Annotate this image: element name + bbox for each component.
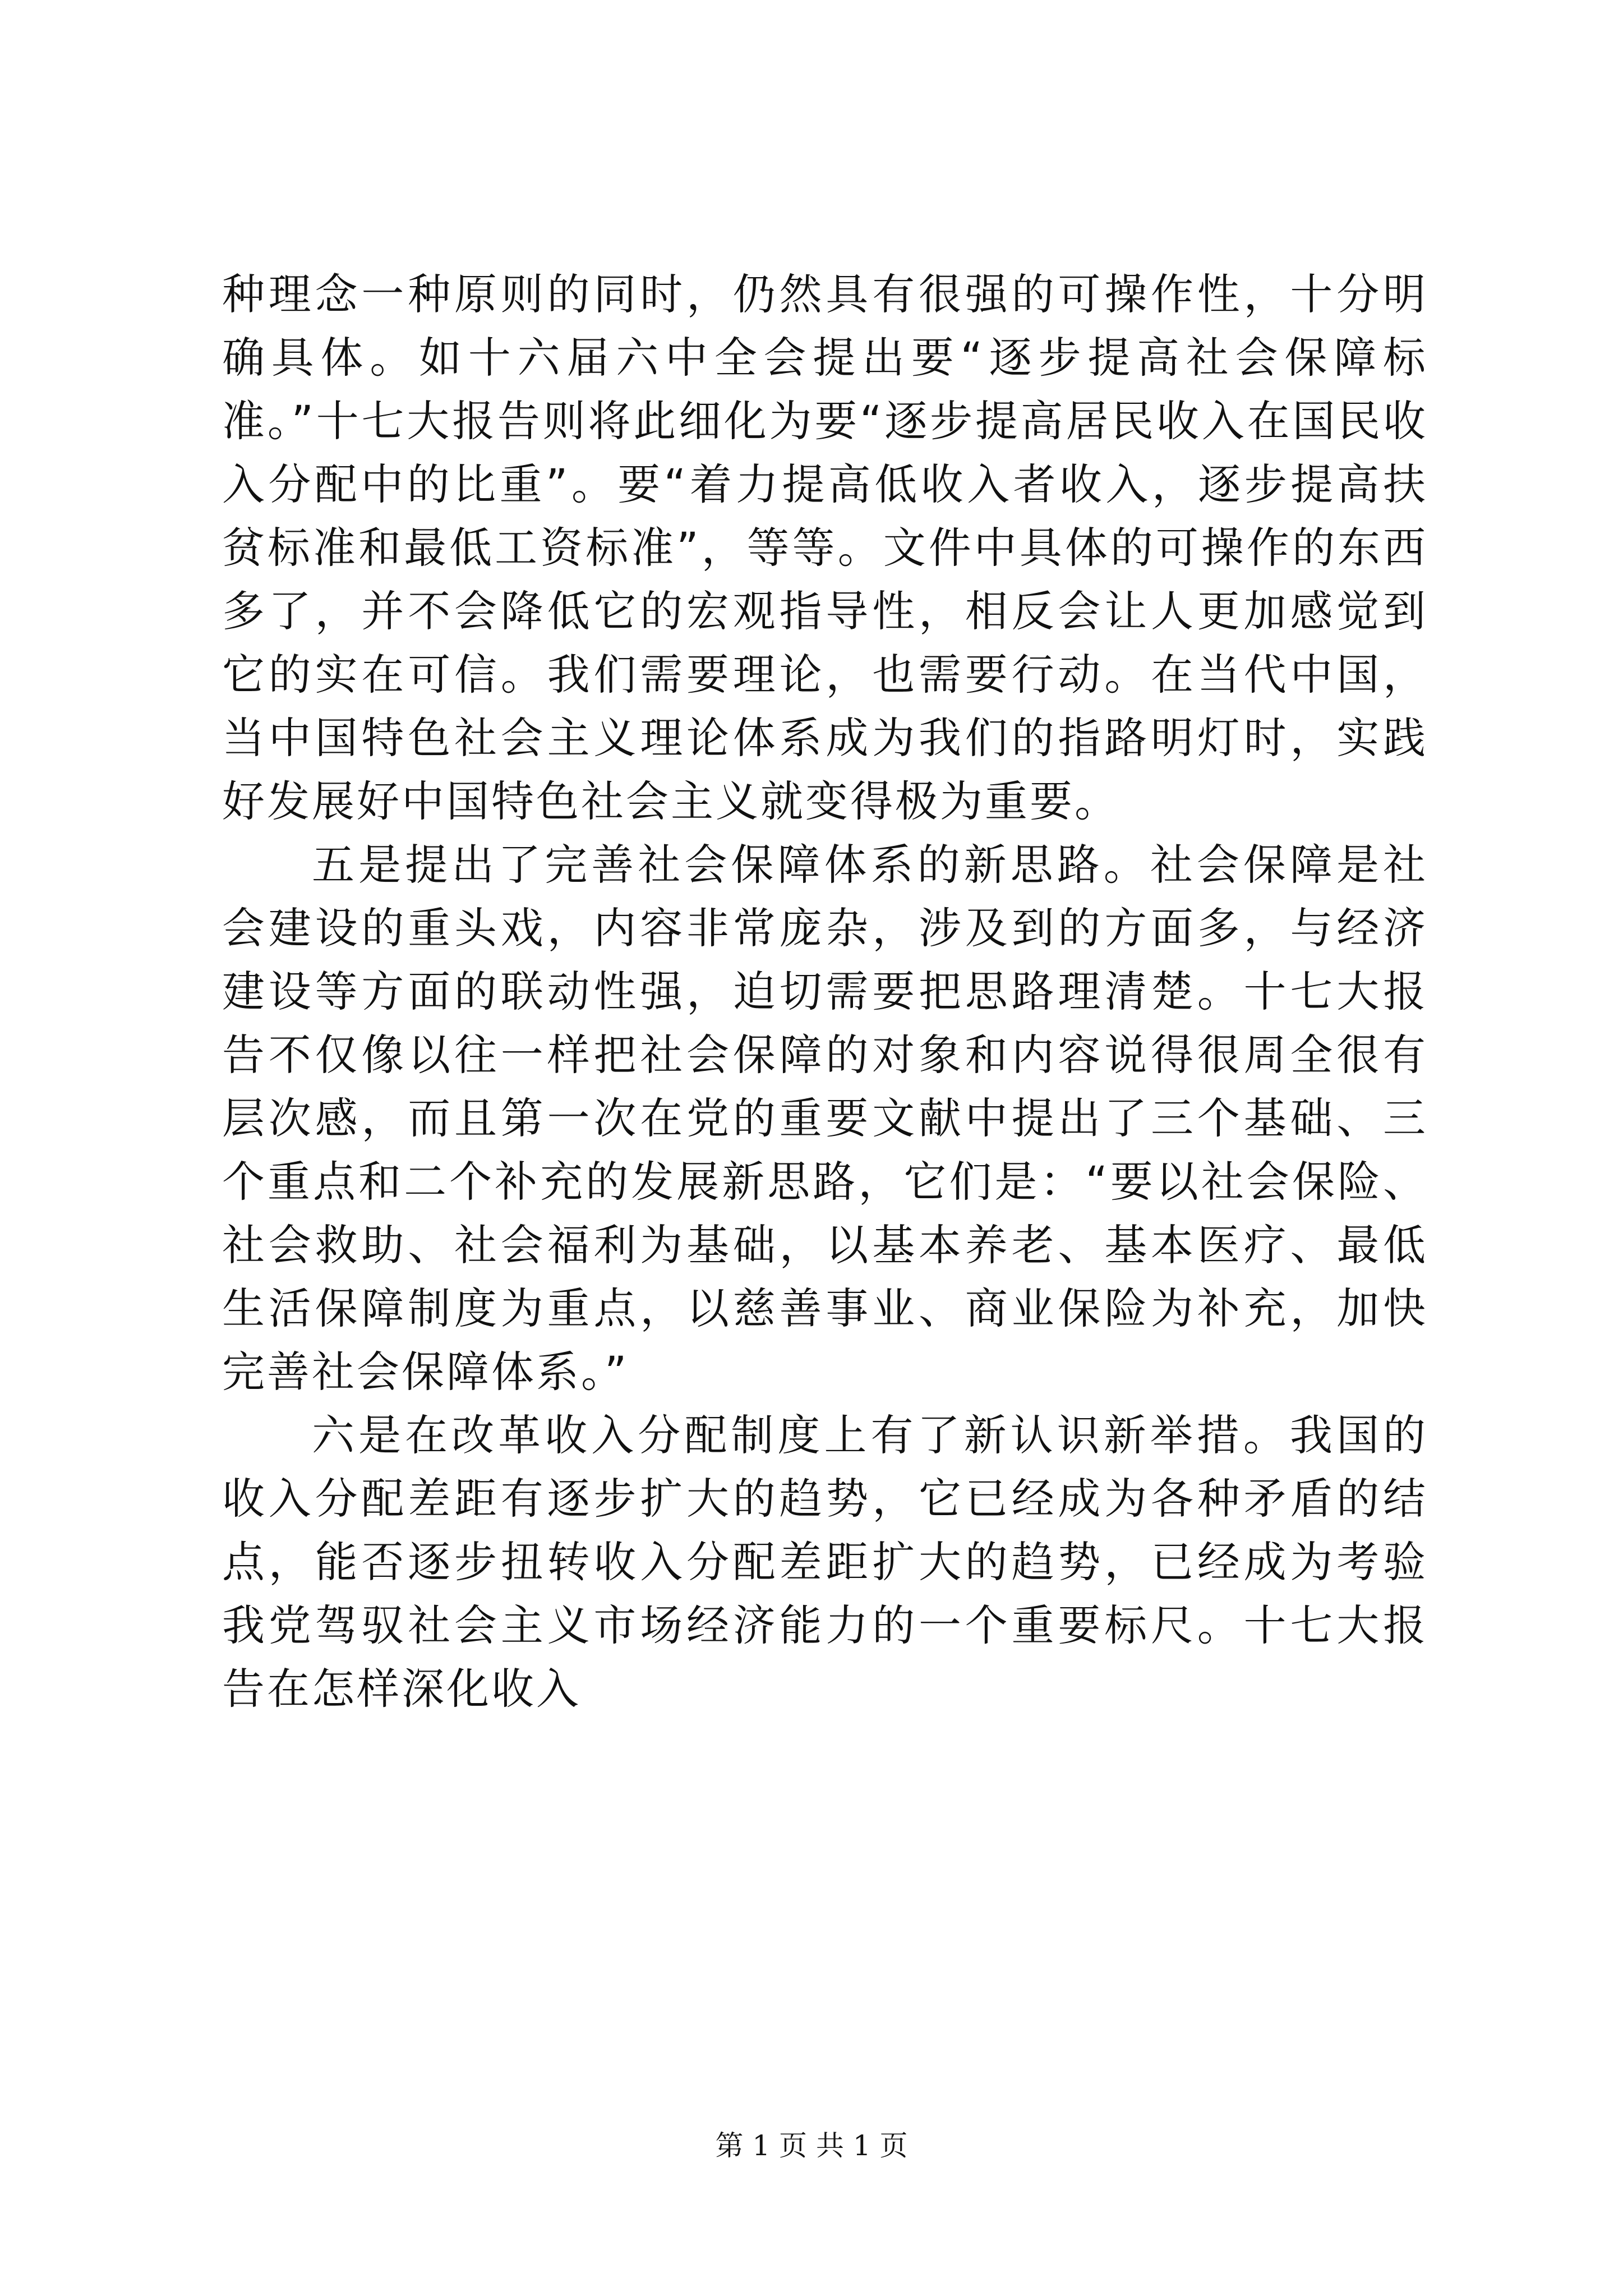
- page-footer: 第 1 页 共 1 页: [715, 2129, 908, 2162]
- document-body: [222, 263, 1428, 1720]
- paragraph-continued: 种理念一种原则的同时，仍然具有很强的可操作性，十分明确具体。如十六届六中全会提出要“逐步提高社会保障标准。”十七大报告则将此细化为要“逐步提高居民收入在国民收入分配中的比重”。要“着力提高低收入者收入，逐步提高扶贫标准和最低工资标准”，等等。文件中具体的可操作的东西多了，并不会降低它的宏观指导性，相反会让人更加感觉到它的实在可信。我们需要理论，也需要行动。在当代中国，当中国特色社会主义理论体系成为我们的指路明灯时，实践好发展好中国特色社会主义就变得极为重要。: [222, 269, 1428, 826]
- paragraph-income-distribution: 六是在改革收入分配制度上有了新认识新举措。我国的收入分配差距有逐步扩大的趋势，它已经成为各种矛盾的结点，能否逐步扭转收入分配差距扩大的趋势，已经成为考验我党驾驭社会主义市场经济能力的一个重要标尺。十七大报告在怎样深化收入: [222, 1410, 1428, 1714]
- paragraph-social-security: 五是提出了完善社会保障体系的新思路。社会保障是社会建设的重头戏，内容非常庞杂，涉及到的方面多，与经济建设等方面的联动性强，迫切需要把思路理清楚。十七大报告不仅像以往一样把社会保障的对象和内容说得很周全很有层次感，而且第一次在党的重要文献中提出了三个基础、三个重点和二个补充的发展新思路，它们是：“要以社会保险、社会救助、社会福利为基础，以基本养老、基本医疗、最低生活保障制度为重点，以慈善事业、商业保险为补充，加快完善社会保障体系。”: [222, 840, 1428, 1397]
